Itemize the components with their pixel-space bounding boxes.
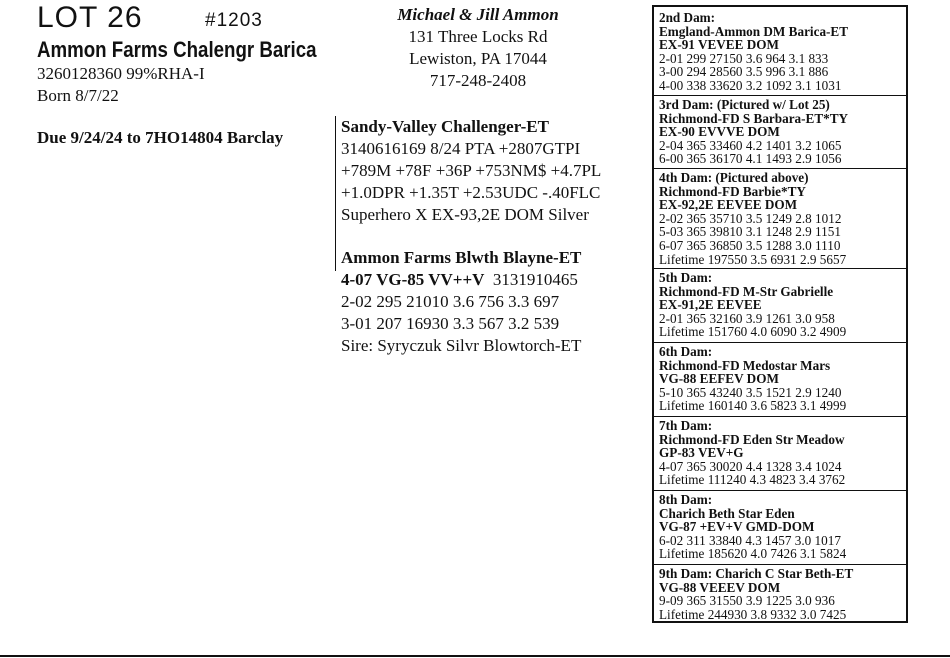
dam-section-4 [654,171,908,266]
divider [654,342,908,343]
dam-record: 2-01 299 27150 3.6 964 3.1 833 [659,50,829,66]
dam-record-1: 2-02 295 21010 3.6 756 3.3 697 [341,292,560,311]
dam-lifetime: Lifetime 160140 3.6 5823 3.1 4999 [659,398,847,414]
divider [654,95,908,96]
dam-section-3 [654,98,908,166]
sire-proof-line-1: 3140616169 8/24 PTA +2807GTPI [341,139,581,158]
dam-header: 4th Dam: (Pictured above) [659,170,809,185]
maternal-pedigree-box [652,5,908,623]
divider [654,168,908,169]
animal-name: Ammon Farms Chalengr Barica [37,37,317,62]
dam-section-name: Richmond-FD M-Str Gabrielle [659,283,834,299]
dam-section-8 [654,493,908,561]
dam-record: 2-01 365 32160 3.9 1261 3.0 958 [659,310,835,326]
dam-header: 5th Dam: [659,270,713,285]
dam-section-name: Richmond-FD Medostar Mars [659,357,831,373]
dam-section-2 [654,11,908,93]
dam-header: 9th Dam: Charich C Star Beth-ET [659,566,854,581]
animal-id-line: 3260128360 99%RHA-I [37,64,205,83]
dam-section-name: Richmond-FD S Barbara-ET*TY [659,110,849,126]
bottom-rule [0,655,950,657]
dam-lifetime: Lifetime 151760 4.0 6090 3.2 4909 [659,324,847,340]
dam-section-7 [654,419,908,487]
dam-record: 9-09 365 31550 3.9 1225 3.0 936 [659,593,835,609]
dam-header: 6th Dam: [659,344,713,359]
dam-sire: Sire: Syryczuk Silvr Blowtorch-ET [341,336,582,355]
dam-section-classification: VG-88 EEFEV DOM [659,371,779,387]
dam-section-name: Richmond-FD Eden Str Meadow [659,431,845,447]
dam-header: 8th Dam: [659,492,713,507]
dam-header: 2nd Dam: [659,10,716,25]
dam-section-6 [654,345,908,413]
dam-lifetime: Lifetime 185620 4.0 7426 3.1 5824 [659,546,847,562]
sire-proof-line-3: +1.0DPR +1.35T +2.53UDC -.40FLC [341,183,601,202]
sire-name: Sandy-Valley Challenger-ET [341,117,549,136]
dam-section-classification: VG-87 +EV+V GMD-DOM [659,519,815,535]
dam-classification: 4-07 VG-85 VV++V [341,270,485,289]
dam-record-2: 3-01 207 16930 3.3 567 3.2 539 [341,314,560,333]
dam-record: 6-02 311 33840 4.3 1457 3.0 1017 [659,532,841,548]
dam-section-classification: EX-91,2E EEVEE [659,297,762,313]
dam-record: 2-04 365 33460 4.2 1401 3.2 1065 [659,137,842,153]
dam-record: 4-00 338 33620 3.2 1092 3.1 1031 [659,77,842,93]
dam-header: 7th Dam: [659,418,713,433]
dam-lifetime: Lifetime 244930 3.8 9332 3.0 7425 [659,606,847,622]
dam-section-classification: VG-88 VEEEV DOM [659,579,781,595]
dam-registration: 3131910465 [492,270,578,289]
owner-phone: 717-248-2408 [429,71,527,90]
dam-section-classification: GP-83 VEV+G [659,445,744,461]
owner-name: Michael & Jill Ammon [397,5,559,24]
dam-name: Ammon Farms Blwth Blayne-ET [341,248,582,267]
dam-section-9 [654,567,908,621]
dam-classification-line [341,269,578,291]
dam-record: 3-00 294 28560 3.5 996 3.1 886 [659,64,829,80]
owner-address: 131 Three Locks Rd [408,27,548,46]
dam-section-5 [654,271,908,339]
dam-header: 3rd Dam: (Pictured w/ Lot 25) [659,97,830,112]
dam-record: 4-07 365 30020 4.4 1328 3.4 1024 [659,458,842,474]
dam-section-classification: EX-90 EVVVE DOM [659,124,780,140]
dam-record: 6-00 365 36170 4.1 1493 2.9 1056 [659,151,842,167]
dam-section-name: Richmond-FD Barbie*TY [659,183,806,199]
divider [654,268,908,269]
sire-proof-line-2: +789M +78F +36P +753NM$ +4.7PL [341,161,602,180]
dam-record: 6-07 365 36850 3.5 1288 3.0 1110 [659,237,841,253]
owner-city: Lewiston, PA 17044 [409,49,547,68]
divider [654,490,908,491]
sire-pedigree-line: Superhero X EX-93,2E DOM Silver [341,205,589,224]
dam-lifetime: Lifetime 111240 4.3 4823 3.4 3762 [659,472,846,488]
due-date: Due 9/24/24 to 7HO14804 Barclay [37,128,284,147]
dam-record: 5-03 365 39810 3.1 1248 2.9 1151 [659,224,841,240]
dam-section-classification: EX-91 VEVEE DOM [659,37,779,53]
dam-record: 5-10 365 43240 3.5 1521 2.9 1240 [659,384,842,400]
divider [654,564,908,565]
dam-lifetime: Lifetime 197550 3.5 6931 2.9 5657 [659,251,847,267]
dam-section-name: Emgland-Ammon DM Barica-ET [659,23,849,39]
owner-block [380,4,576,92]
lot-title: LOT 26 [37,1,143,34]
dam-section-classification: EX-92,2E EEVEE DOM [659,197,798,213]
lot-number: #1203 [205,10,263,31]
dam-record: 2-02 365 35710 3.5 1249 2.8 1012 [659,210,842,226]
birth-date: Born 8/7/22 [37,86,119,105]
dam-section-name: Charich Beth Star Eden [659,505,795,521]
sire-dam-block [335,116,636,355]
divider [654,416,908,417]
